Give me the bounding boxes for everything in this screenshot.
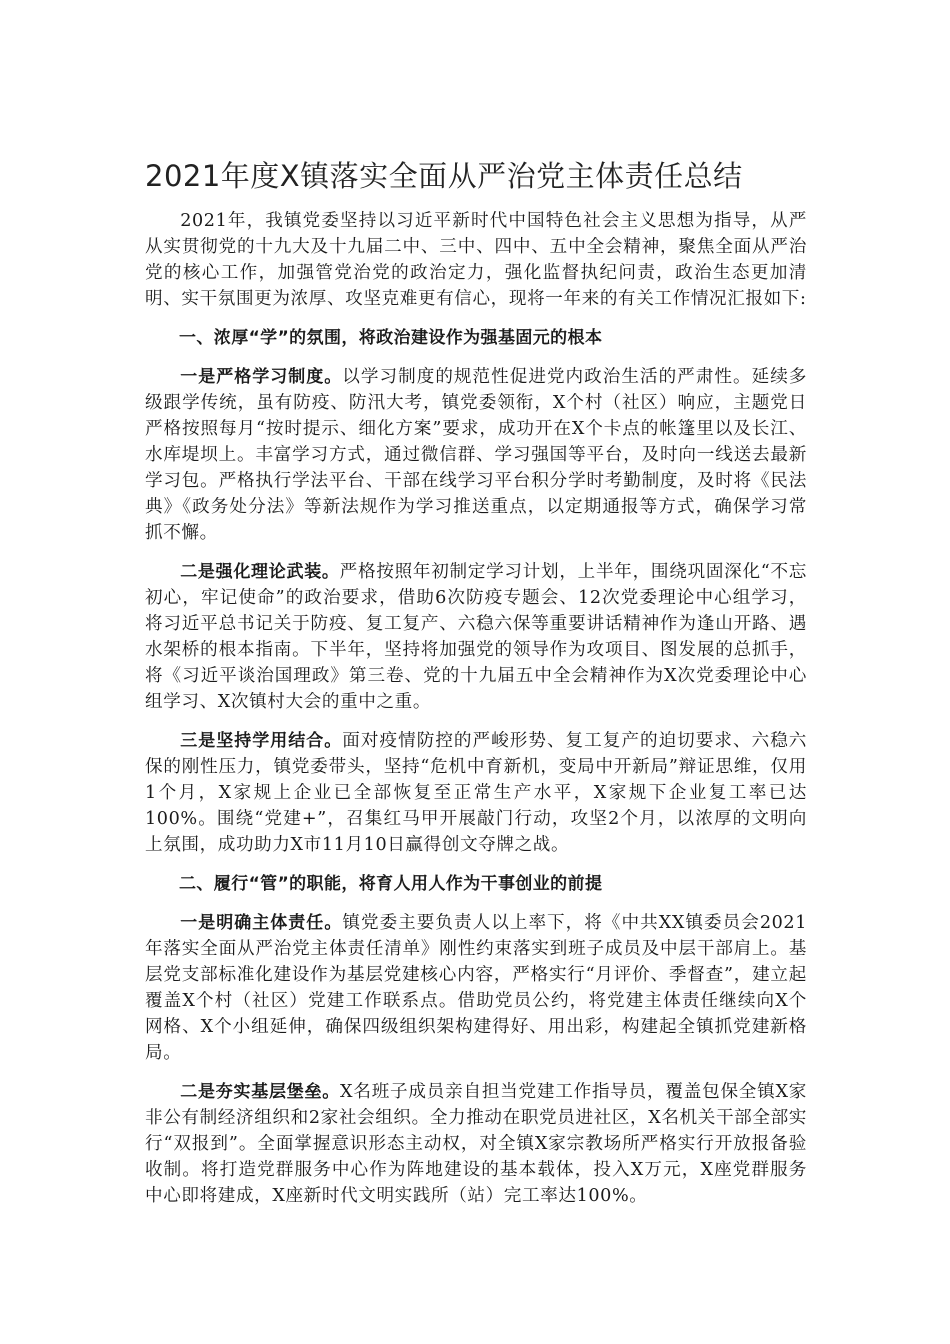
paragraph-lead: 三是坚持学用结合。 [180, 731, 343, 751]
section-paragraph [145, 1079, 807, 1209]
section-paragraph [145, 364, 807, 546]
section-1 [145, 325, 807, 858]
paragraph-text: 严格按照年初制定学习计划，上半年，围绕巩固深化“不忘初心，牢记使命”的政治要求，借助6次防疫专题会、12次党委理论中心组学习，将习近平总书记关于防疫、复工复产、六稳六保等重要讲话精神作为逢山开路、遇水架桥的根本指南。下半年，坚持将加强党的领导作为攻项目、图发展的总抓手，将《习近平谈治国理政》第三卷、党的十九届五中全会精神作为X次党委理论中心组学习、X次镇村大会的重中之重。 [145, 562, 807, 712]
section-paragraph [145, 559, 807, 715]
section-heading: 二、履行“管”的职能，将育人用人作为干事创业的前提 [179, 874, 603, 894]
document-page [145, 150, 807, 1222]
intro-paragraph: 2021年，我镇党委坚持以习近平新时代中国特色社会主义思想为指导，从严从实贯彻党的十九大及十九届二中、三中、四中、五中全会精神，聚焦全面从严治党的核心工作，加强管党治党的政治定力，强化监督执纪问责，政治生态更加清明、实干氛围更为浓厚、攻坚克难更有信心，现将一年来的有关工作情况汇报如下: [145, 211, 807, 309]
document-title: 2021年度X镇落实全面从严治党主体责任总结 [145, 159, 743, 193]
paragraph-text: X名班子成员亲自担当党建工作指导员，覆盖包保全镇X家非公有制经济组织和2家社会组织。全力推动在职党员进社区，X名机关干部全部实行“双报到”。全面掌握意识形态主动权，对全镇X家宗教场所严格实行开放报备验收制。将打造党群服务中心作为阵地建设的基本载体，投入X万元，X座党群服务中心即将建成，X座新时代文明实践所（站）完工率达100%。 [145, 1082, 807, 1206]
paragraph-lead: 一是严格学习制度。 [180, 367, 343, 387]
paragraph-lead: 二是夯实基层堡垒。 [180, 1082, 341, 1102]
paragraph-lead: 二是强化理论武装。 [180, 562, 340, 582]
section-paragraph [145, 728, 807, 858]
paragraph-text: 以学习制度的规范性促进党内政治生活的严肃性。延续多级跟学传统，虽有防疫、防汛大考，镇党委领衔，X个村（社区）响应，主题党日严格按照每月“按时提示、细化方案”要求，成功开在X个卡点的帐篷里以及长江、水库堤坝上。丰富学习方式，通过微信群、学习强国等平台，及时向一线送去最新学习包。严格执行学法平台、干部在线学习平台积分学时考勤制度，及时将《民法典》《政务处分法》等新法规作为学习推送重点，以定期通报等方式，确保学习常抓不懈。 [145, 367, 807, 543]
paragraph-text: 面对疫情防控的严峻形势、复工复产的迫切要求、六稳六保的刚性压力，镇党委带头，坚持“危机中育新机，变局中开新局”辩证思维，仅用1个月，X家规上企业已全部恢复至正常生产水平，X家规下企业复工率已达100%。围绕“党建+”，召集红马甲开展敲门行动，攻坚2个月，以浓厚的文明向上氛围，成功助力X市11月10日赢得创文夺牌之战。 [145, 731, 807, 855]
paragraph-lead: 一是明确主体责任。 [180, 913, 343, 933]
section-heading: 一、浓厚“学”的氛围，将政治建设作为强基固元的根本 [179, 328, 603, 348]
paragraph-text: 镇党委主要负责人以上率下，将《中共XX镇委员会2021年落实全面从严治党主体责任清单》刚性约束落实到班子成员及中层干部肩上。基层党支部标准化建设作为基层党建核心内容，严格实行“月评价、季督查”，建立起覆盖X个村（社区）党建工作联系点。借助党员公约，将党建主体责任继续向X个网格、X个小组延伸，确保四级组织架构建得好、用出彩，构建起全镇抓党建新格局。 [145, 913, 807, 1063]
section-paragraph [145, 910, 807, 1066]
section-2 [145, 871, 807, 1209]
